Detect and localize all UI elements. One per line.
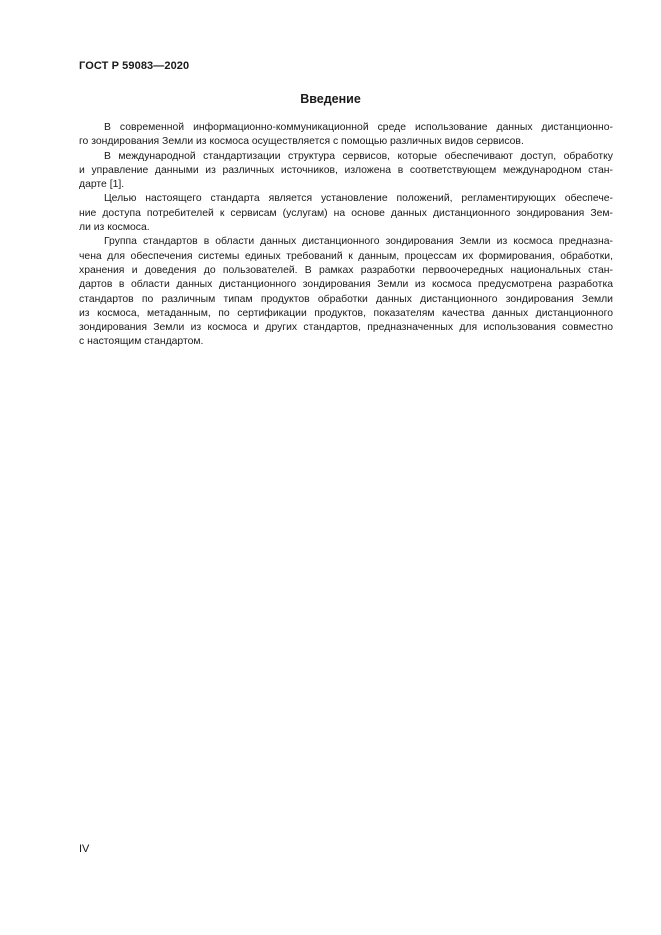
text-line: Целью настоящего стандарта является установление положений, регламентирующих обеспече- xyxy=(104,193,613,205)
text-line: хранения и доведения до пользователей. В рамках разработки первоочередных национальных стан- xyxy=(79,264,613,276)
introduction-body xyxy=(79,121,613,350)
section-title: Введение xyxy=(300,92,361,106)
text-line: и управление данными из различных источников, изложена в соответствующем международном стан- xyxy=(79,164,613,176)
page-number: IV xyxy=(79,843,90,855)
text-line: дартов в области данных дистанционного зондирования Земли из космоса предусмотрена разработка xyxy=(79,279,613,291)
text-line: стандартов по различным типам продуктов обработки данных дистанционного зондирования Земли xyxy=(79,293,613,305)
text-line: ли из космоса. xyxy=(79,222,150,234)
paragraph-1 xyxy=(79,121,613,150)
text-line: го зондирования Земли из космоса осуществляется с помощью различных видов сервисов. xyxy=(79,136,524,148)
text-line: ние доступа потребителей к сервисам (услугам) на основе данных дистанционного зондирования Зем- xyxy=(79,207,613,219)
text-line: с настоящим стандартом. xyxy=(79,336,204,348)
text-line: из космоса, метаданным, по сертификации продуктов, показателям качества данных дистанционного xyxy=(79,307,613,319)
text-line: зондирования Земли из космоса и других стандартов, предназначенных для использования совместно xyxy=(79,322,613,334)
text-line: чена для обеспечения системы единых требований к данным, процессам их формирования, обработки, xyxy=(79,250,613,262)
paragraph-4 xyxy=(79,235,613,349)
paragraph-3 xyxy=(79,192,613,235)
text-line: дарте [1]. xyxy=(79,179,125,191)
paragraph-2 xyxy=(79,150,613,193)
text-line: В международной стандартизации структура сервисов, которые обеспечивают доступ, обработку xyxy=(104,150,613,162)
text-line: Группа стандартов в области данных дистанционного зондирования Земли из космоса предназна- xyxy=(104,236,613,248)
document-header: ГОСТ Р 59083—2020 xyxy=(79,60,190,72)
text-line: В современной информационно-коммуникационной среде использование данных дистанционно- xyxy=(104,122,613,133)
